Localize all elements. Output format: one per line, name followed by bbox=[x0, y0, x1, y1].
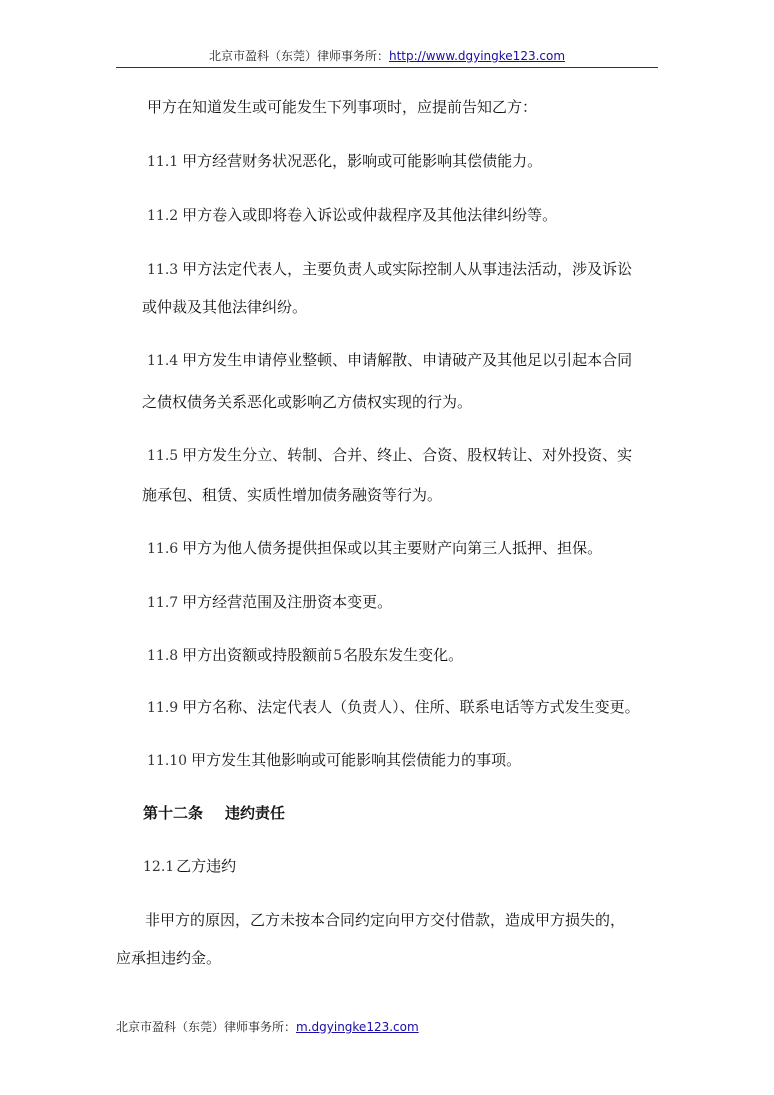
page-footer bbox=[116, 1018, 419, 1035]
section-subtitle: 违约责任 bbox=[225, 804, 286, 822]
intro-paragraph: 甲方在知道发生或可能发生下列事项时，应提前告知乙方： bbox=[147, 98, 538, 116]
clause-11-8 bbox=[147, 645, 463, 666]
clause-number: 11.3 bbox=[147, 262, 179, 278]
clause-11-3-continued: 或仲裁及其他法律纠纷。 bbox=[142, 298, 308, 316]
clause-text-part: 甲方出资额或持股额前 bbox=[182, 646, 333, 664]
clause-11-5 bbox=[147, 445, 632, 466]
clause-number: 11.7 bbox=[147, 595, 179, 611]
clause-inline-number: 5 bbox=[333, 648, 343, 664]
clause-text: 甲方发生申请停业整顿、申请解散、申请破产及其他足以引起本合同 bbox=[182, 351, 633, 369]
header-divider bbox=[116, 67, 658, 68]
clause-text: 甲方经营财务状况恶化，影响或可能影响其偿债能力。 bbox=[182, 152, 543, 170]
section-title: 第十二条 bbox=[143, 804, 204, 822]
clause-text: 甲方名称、法定代表人（负责人）、住所、联系电话等方式发生变更。 bbox=[182, 698, 640, 716]
subsection-title: 乙方违约 bbox=[176, 857, 237, 875]
clause-text: 甲方为他人债务提供担保或以其主要财产向第三人抵押、担保。 bbox=[182, 539, 603, 557]
clause-text: 甲方法定代表人，主要负责人或实际控制人从事违法活动，涉及诉讼 bbox=[182, 260, 633, 278]
clause-text: 甲方卷入或即将卷入诉讼或仲裁程序及其他法律纠纷等。 bbox=[182, 206, 558, 224]
clause-text: 甲方经营范围及注册资本变更。 bbox=[182, 593, 393, 611]
clause-11-1 bbox=[147, 151, 542, 172]
clause-number: 11.1 bbox=[147, 154, 179, 170]
subsection-number: 12.1 bbox=[143, 859, 175, 875]
clause-number: 11.10 bbox=[147, 753, 188, 769]
clause-11-6 bbox=[147, 538, 602, 559]
clause-11-2 bbox=[147, 205, 557, 226]
section-heading bbox=[143, 803, 285, 823]
clause-11-5-continued: 施承包、租赁、实质性增加债务融资等行为。 bbox=[142, 486, 443, 504]
clause-text-part: 名股东发生变化。 bbox=[343, 646, 464, 664]
header-website-link[interactable]: http://www.dgyingke123.com bbox=[388, 49, 566, 63]
paragraph-line-1: 非甲方的原因，乙方未按本合同约定向甲方交付借款，造成甲方损失的， bbox=[145, 911, 626, 929]
paragraph-line-2: 应承担违约金。 bbox=[116, 949, 222, 967]
clause-text: 甲方发生分立、转制、合并、终止、合资、股权转让、对外投资、实 bbox=[182, 446, 633, 464]
clause-11-4-continued: 之债权债务关系恶化或影响乙方债权实现的行为。 bbox=[142, 393, 473, 411]
clause-11-10 bbox=[147, 750, 521, 771]
clause-number: 11.2 bbox=[147, 208, 179, 224]
clause-11-3 bbox=[147, 259, 632, 280]
clause-number: 11.9 bbox=[147, 700, 179, 716]
header-firm-name: 北京市盈科（东莞）律师事务所： bbox=[208, 49, 389, 63]
clause-number: 11.4 bbox=[147, 353, 179, 369]
page-header bbox=[0, 47, 774, 64]
footer-firm-name: 北京市盈科（东莞）律师事务所： bbox=[116, 1020, 297, 1034]
clause-11-9 bbox=[147, 697, 640, 718]
clause-11-4 bbox=[147, 350, 632, 371]
subsection-12-1 bbox=[143, 856, 236, 877]
clause-number: 11.8 bbox=[147, 648, 179, 664]
footer-website-link[interactable]: m.dgyingke123.com bbox=[296, 1020, 419, 1034]
clause-text: 甲方发生其他影响或可能影响其偿债能力的事项。 bbox=[191, 751, 522, 769]
clause-number: 11.6 bbox=[147, 541, 179, 557]
clause-11-7 bbox=[147, 592, 392, 613]
clause-number: 11.5 bbox=[147, 448, 179, 464]
